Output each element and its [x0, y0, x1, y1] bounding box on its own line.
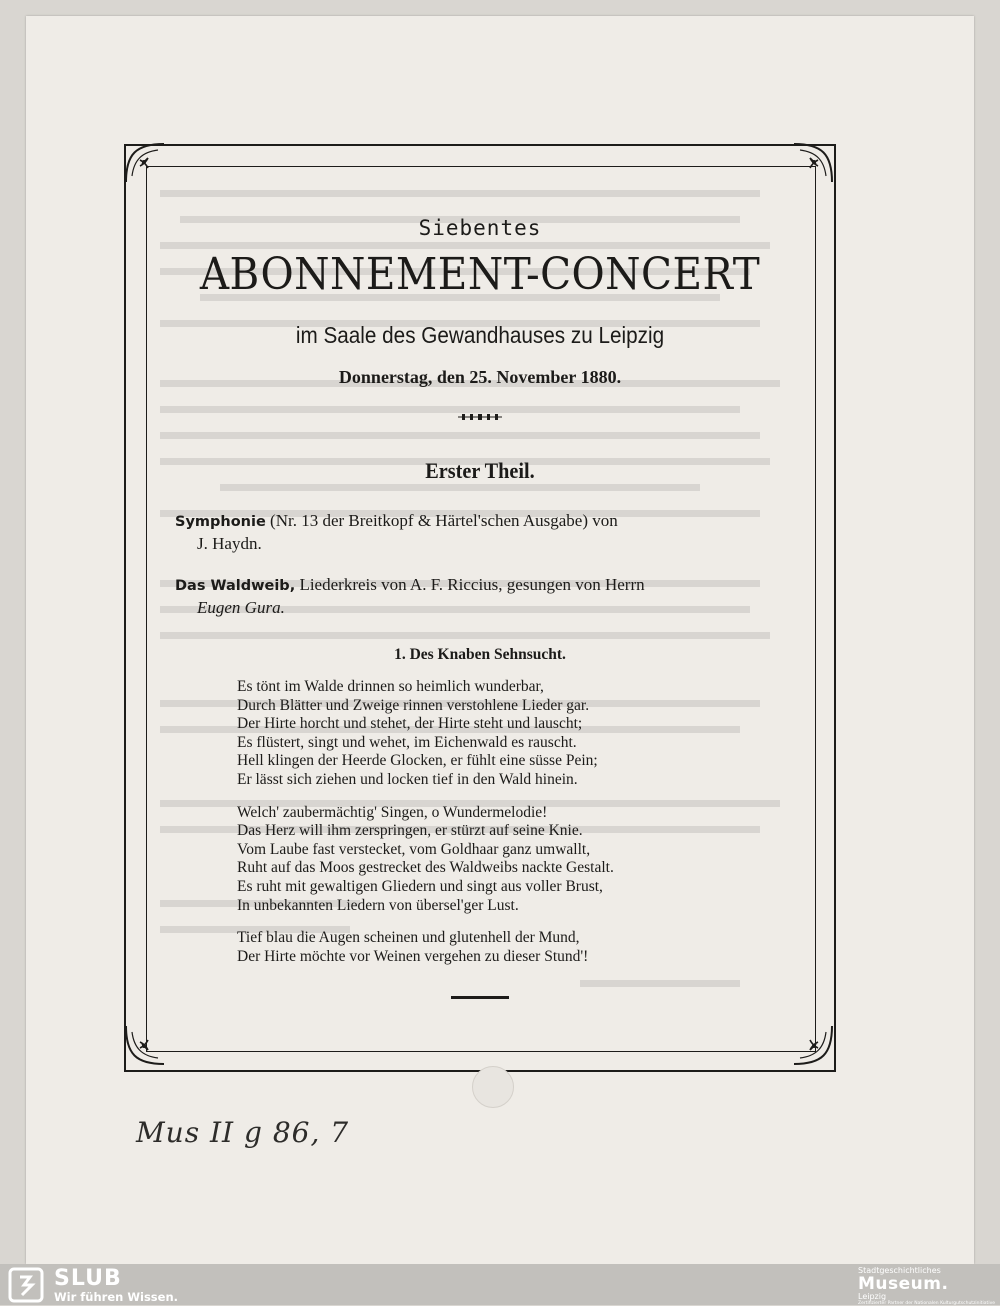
verse-line: Vom Laube fast verstecket, vom Goldhaar ganz umwallt,: [237, 840, 591, 858]
concert-title: ABONNEMENT-CONCERT: [199, 249, 761, 300]
program-item-performer: Eugen Gura.: [197, 598, 285, 617]
program-item: [175, 510, 785, 554]
program-item-text: Liederkreis von A. F. Riccius, gesungen von Herrn: [299, 575, 645, 594]
verse-line: Es tönt im Walde drinnen so heimlich wunderbar,: [237, 678, 544, 695]
program-item-label: Das Waldweib,: [175, 578, 296, 594]
song-stanza: [175, 929, 785, 966]
museum-top-label: Stadtgeschichtliches: [858, 1266, 941, 1275]
verse-line: In unbekannten Liedern von übersel'ger Lust.: [237, 896, 519, 914]
verse-line: Er lässt sich ziehen und locken tief in den Wald hinein.: [237, 770, 578, 788]
program-item-label: Symphonie: [175, 514, 266, 530]
corner-ornament-icon: [122, 140, 168, 186]
museum-name: Museum.: [858, 1274, 949, 1294]
program-item-composer: J. Haydn.: [197, 534, 262, 553]
song-stanza: [175, 678, 785, 790]
verse-line: Es flüstert, singt und wehet, im Eichenwald es rauscht.: [237, 733, 577, 751]
program-item-text: (Nr. 13 der Breitkopf & Härtel'schen Ausgabe) von: [270, 511, 618, 530]
concert-date: Donnerstag, den 25. November 1880.: [338, 367, 622, 387]
corner-ornament-icon: [790, 1022, 836, 1068]
end-rule: [451, 996, 509, 999]
verse-line: Welch' zaubermächtig' Singen, o Wundermelodie!: [237, 803, 548, 821]
corner-ornament-icon: [122, 1022, 168, 1068]
concert-venue: im Saale des Gewandhauses zu Leipzig: [295, 322, 665, 348]
concert-ordinal: Siebentes: [418, 216, 542, 240]
song-title: 1. Des Knaben Sehnsucht.: [394, 646, 566, 663]
part-heading: Erster Theil.: [425, 458, 535, 483]
verse-line: Das Herz will ihm zerspringen, er stürzt auf seine Knie.: [237, 822, 583, 840]
song-stanza: [175, 804, 785, 916]
museum-note: Zertifizierter Partner der Nationalen Kulturgutschutzinitiative: [858, 1301, 995, 1306]
library-name: SLUB: [54, 1266, 122, 1291]
verse-line: Der Hirte möchte vor Weinen vergehen zu dieser Stund'!: [237, 947, 589, 965]
verse-line: Tief blau die Augen scheinen und glutenhell der Mund,: [237, 929, 580, 947]
museum-city: Leipzig: [858, 1292, 887, 1301]
verse-line: Hell klingen der Heerde Glocken, er fühlt eine süsse Pein;: [237, 752, 598, 770]
slub-logo-icon: [8, 1267, 44, 1303]
concert-program: [175, 210, 785, 999]
verse-line: Es ruht mit gewaltigen Gliedern und singt aus voller Brust,: [237, 877, 603, 895]
library-claim: Wir führen Wissen.: [54, 1290, 179, 1304]
museum-logo[interactable]: [858, 1266, 995, 1306]
corner-ornament-icon: [790, 140, 836, 186]
divider-ornament: [175, 406, 785, 416]
library-stamp: [472, 1066, 514, 1108]
footer-bar: [0, 1264, 1000, 1305]
program-item: [175, 574, 785, 618]
divider-ornament-icon: [458, 413, 502, 421]
verse-line: Der Hirte horcht und stehet, der Hirte steht und lauscht;: [237, 715, 583, 733]
verse-line: Ruht auf das Moos gestrecket des Waldweibs nackte Gestalt.: [237, 859, 614, 877]
verse-line: Durch Blätter und Zweige rinnen verstohlene Lieder gar.: [237, 696, 590, 714]
handwritten-shelfmark: Mus II g 86, 7: [136, 1116, 350, 1149]
